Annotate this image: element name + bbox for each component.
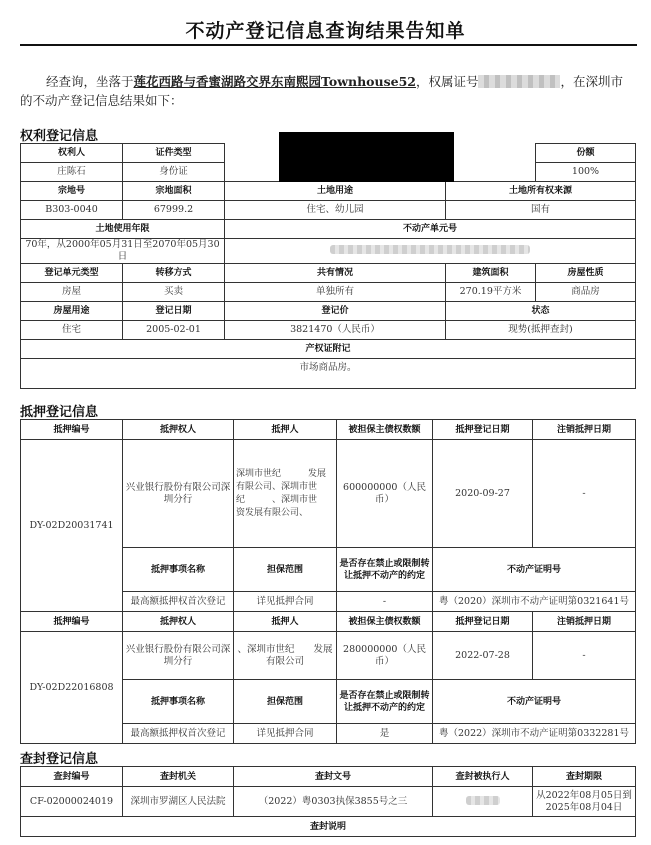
header-status: 状态 [446,302,636,321]
building-area-value: 270.19平方米 [446,283,536,302]
transfer-restriction-value-1: - [337,592,433,612]
header-co-ownership: 共有情况 [225,264,446,283]
id-type-value: 身份证 [123,163,225,182]
header-executee: 查封被执行人 [433,767,533,787]
unit-no-value [225,239,636,264]
intro-paragraph [20,72,632,110]
cert-no-value-1: 粤（2020）深圳市不动产证明第0321641号 [433,592,636,612]
transfer-method-value: 买卖 [123,283,225,302]
header-reg-price: 登记价 [225,302,446,321]
header-id-type: 证件类型 [123,144,225,163]
header-mortgage-no-2: 抵押编号 [21,612,123,632]
owner-value: 庄陈石 [21,163,123,182]
header-mreg-date-2: 抵押登记日期 [433,612,533,632]
attachment-value: 市场商品房。 [21,359,636,389]
share-value: 100% [536,163,636,182]
mortgagor-text-1: 深圳市世纪 发展有限公司、深圳市世纪 、深圳市世 资发展有限公司、 [236,468,345,518]
redacted-block [225,144,536,182]
header-mortgage-no-1: 抵押编号 [21,420,123,440]
mreg-date-value-1: 2020-09-27 [433,440,533,548]
header-house-use: 房屋用途 [21,302,123,321]
header-parcel-no: 宗地号 [21,182,123,201]
header-guarantee-scope-1: 担保范围 [234,548,337,592]
parcel-area-value: 67999.2 [123,201,225,220]
mortgage-no-value-1: DY-02D20031741 [21,440,123,612]
header-seizure-note: 查封说明 [21,817,636,837]
seizure-period-value: 从2022年08月05日到2025年08月04日 [533,787,636,817]
mortgagor-value-1 [234,440,345,548]
land-ownership-value: 国有 [446,201,636,220]
header-cert-no-2: 不动产证明号 [433,680,636,724]
land-term-value: 70年，从2000年05月31日至2070年05月30日 [21,239,225,264]
header-scope-name-1: 抵押事项名称 [123,548,234,592]
intro-prefix: 经查询，坐落于 [46,74,134,89]
header-cert-no-1: 不动产证明号 [433,548,636,592]
guarantee-scope-value-2: 详见抵押合同 [234,724,337,744]
header-mortgagee-1: 抵押权人 [123,420,234,440]
redacted-executee [466,796,500,805]
header-seizure-no: 查封编号 [21,767,123,787]
header-land-ownership: 土地所有权来源 [446,182,636,201]
mortgagor-value-2: 、深圳市世纪 发展有限公司 [234,632,337,680]
header-house-nature: 房屋性质 [536,264,636,283]
header-seizure-authority: 查封机关 [123,767,234,787]
header-share: 份额 [536,144,636,163]
header-transfer-restriction-1: 是否存在禁止或限制转让抵押不动产的约定 [337,548,433,592]
header-seizure-period: 查封期限 [533,767,636,787]
section-title-seizure: 查封登记信息 [20,752,99,767]
reg-price-value: 3821470（人民币） [225,321,446,340]
land-use-value: 住宅、幼儿园 [225,201,446,220]
header-building-area: 建筑面积 [446,264,536,283]
header-document-no: 查封文号 [234,767,433,787]
header-amount-2: 被担保主债权数额 [337,612,433,632]
scope-name-value-2: 最高额抵押权首次登记 [123,724,234,744]
cancel-date-value-2: - [533,632,636,680]
amount-value-2: 280000000（人民币） [337,632,433,680]
guarantee-scope-value-1: 详见抵押合同 [234,592,337,612]
intro-cert-label: ，权属证号 [415,74,479,89]
mortgage-table [20,419,636,744]
co-ownership-value: 单独所有 [225,283,446,302]
cert-no-value-2: 粤（2022）深圳市不动产证明第0332281号 [433,724,636,744]
section-title-mortgage: 抵押登记信息 [20,405,99,420]
seizure-no-value: CF-02000024019 [21,787,123,817]
house-nature-value: 商品房 [536,283,636,302]
rights-table [20,143,636,389]
reg-date-value: 2005-02-01 [123,321,225,340]
document-no-value: （2022）粤0303执保3855号之三 [234,787,433,817]
header-cancel-date-2: 注销抵押日期 [533,612,636,632]
seizure-authority-value: 深圳市罗湖区人民法院 [123,787,234,817]
header-transfer-restriction-2: 是否存在禁止或限制转让抵押不动产的约定 [337,680,433,724]
document-title: 不动产登记信息查询结果告知单 [185,20,466,42]
property-address: 莲花西路与香蜜湖路交界东南熙园Townhouse52 [133,74,416,89]
header-reg-date: 登记日期 [123,302,225,321]
header-cancel-date-1: 注销抵押日期 [533,420,636,440]
header-mortgagor-2: 抵押人 [234,612,337,632]
section-title-rights: 权利登记信息 [20,129,99,144]
parcel-no-value: B303-0040 [21,201,123,220]
header-guarantee-scope-2: 担保范围 [234,680,337,724]
header-scope-name-2: 抵押事项名称 [123,680,234,724]
mreg-date-value-2: 2022-07-28 [433,632,533,680]
mortgagee-value-2: 兴业银行股份有限公司深圳分行 [123,632,234,680]
header-mortgagee-2: 抵押权人 [123,612,234,632]
mortgagee-value-1: 兴业银行股份有限公司深圳分行 [123,440,234,548]
amount-value-1: 600000000（人民币） [337,440,433,548]
header-unit-no: 不动产单元号 [225,220,636,239]
title-divider [20,44,637,46]
header-mreg-date-1: 抵押登记日期 [433,420,533,440]
header-attachment: 产权证附记 [21,340,636,359]
header-unit-type: 登记单元类型 [21,264,123,283]
scope-name-value-1: 最高额抵押权首次登记 [123,592,234,612]
seizure-table [20,766,636,837]
header-mortgagor-1: 抵押人 [234,420,337,440]
header-transfer-method: 转移方式 [123,264,225,283]
unit-type-value: 房屋 [21,283,123,302]
house-use-value: 住宅 [21,321,123,340]
redacted-unit-no [330,245,530,254]
header-parcel-area: 宗地面积 [123,182,225,201]
header-owner: 权利人 [21,144,123,163]
cancel-date-value-1: - [533,440,636,548]
header-land-term: 土地使用年限 [21,220,225,239]
redaction-bar [279,132,454,182]
intro-suffix: ，在深圳市的不动产登记信息结果如下： [20,74,623,108]
redacted-cert-number [478,75,560,88]
executee-value [433,787,533,817]
header-land-use: 土地用途 [225,182,446,201]
status-value: 现势(抵押查封) [446,321,636,340]
mortgage-no-value-2: DY-02D22016808 [21,632,123,744]
transfer-restriction-value-2: 是 [337,724,433,744]
header-amount-1: 被担保主债权数额 [337,420,433,440]
